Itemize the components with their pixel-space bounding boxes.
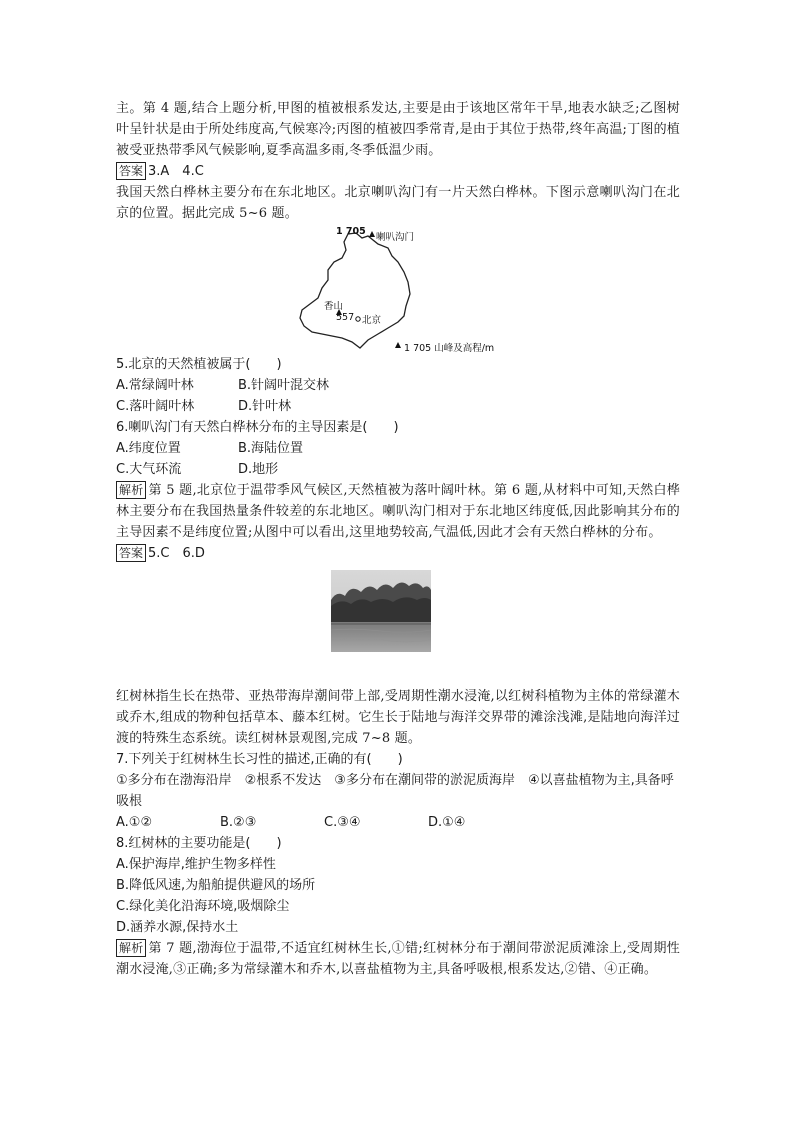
q5-option-b: B.针阔叶混交林 (238, 378, 330, 393)
q8-option-d: D.涵养水源,保持水土 (116, 920, 239, 935)
q6-options-row1 (116, 438, 680, 459)
q6-stem: 6.喇叭沟门有天然白桦林分布的主导因素是( ) (116, 420, 399, 435)
analysis-7-8-text: 第 7 题,渤海位于温带,不适宜红树林生长,①错;红树林分布于潮间带淤泥质滩涂上,受周期性潮水浸淹,③正确;多为常绿灌木和乔木,以喜盐植物为主,具备呼吸根,根系发达,②错、④正确。 (116, 941, 680, 977)
xiangshan-elevation-label: 557 (336, 312, 355, 323)
mangrove-photo-area (116, 570, 680, 682)
q7-option-c: C.③④ (324, 815, 361, 830)
city-marker-icon (356, 317, 360, 321)
q6-option-d: D.地形 (238, 462, 279, 477)
q5-option-d: D.针叶林 (238, 399, 292, 414)
answer-3-4 (116, 161, 680, 182)
analysis-continuation: 主。第 4 题,结合上题分析,甲图的植被根系发达,主要是由于该地区常年干旱,地表水缺乏;乙图树叶呈针状是由于所处纬度高,气候寒冷;丙图的植被四季常青,是由于其位于热带,终年高温;丁图的植被受亚热带季风气候影响,夏季高温多雨,冬季低温少雨。 (116, 101, 680, 158)
analysis-5-6-text: 第 5 题,北京位于温带季风气候区,天然植被为落叶阔叶林。第 6 题,从材料中可知,天然白桦林主要分布在我国热量条件较差的东北地区。喇叭沟门相对于东北地区纬度低,因此影响其分布的主导因素不是纬度位置;从图中可以看出,这里地势较高,气温低,因此才会有天然白桦林的分布。 (116, 483, 680, 540)
document-page (116, 98, 680, 980)
xiangshan-label: 香山 (324, 301, 344, 312)
answer-tag: 答案 (116, 162, 146, 180)
q7-option-b: B.②③ (220, 815, 257, 830)
map-legend-label: 1 705 山峰及高程/m (404, 343, 495, 354)
beijing-map (116, 224, 680, 354)
q6-option-b: B.海陆位置 (238, 441, 304, 456)
q6-option-c: C.大气环流 (116, 462, 182, 477)
q5-option-a: A.常绿阔叶林 (116, 378, 194, 393)
analysis-5-6 (116, 480, 680, 543)
intro-5-6: 我国天然白桦林主要分布在东北地区。北京喇叭沟门有一片天然白桦林。下图示意喇叭沟门在北京的位置。据此完成 5~6 题。 (116, 185, 680, 221)
q7-option-d: D.①④ (428, 815, 466, 830)
beijing-city-label: 北京 (362, 315, 382, 326)
q7-options (116, 812, 680, 833)
q5-options-row2 (116, 396, 680, 417)
legend-peak-icon (395, 342, 401, 348)
q5-stem: 5.北京的天然植被属于( ) (116, 357, 282, 372)
analysis-tag: 解析 (116, 481, 146, 499)
q7-option-a: A.①② (116, 815, 153, 830)
q5-option-c: C.落叶阔叶林 (116, 399, 195, 414)
q8-stem: 8.红树林的主要功能是( ) (116, 836, 282, 851)
peak-marker-icon (369, 231, 375, 237)
q6-options-row2 (116, 459, 680, 480)
q8-option-a: A.保护海岸,维护生物多样性 (116, 857, 276, 872)
q6-option-a: A.纬度位置 (116, 441, 181, 456)
q7-stem: 7.下列关于红树林生长习性的描述,正确的有( ) (116, 752, 403, 767)
intro-7-8: 红树林指生长在热带、亚热带海岸潮间带上部,受周期性潮水浸淹,以红树科植物为主体的常绿灌木或乔木,组成的物种包括草本、藤本红树。它生长于陆地与海洋交界带的滩涂浅滩,是陆地向海洋过渡的特殊生态系统。读红树林景观图,完成 7~8 题。 (116, 689, 680, 746)
analysis-tag: 解析 (116, 939, 146, 957)
answer-text: 3.A 4.C (148, 164, 204, 179)
lababagoumen-label: 喇叭沟门 (376, 232, 415, 243)
answer-5-6 (116, 543, 680, 564)
beijing-outline-map (116, 224, 680, 354)
q8-option-b: B.降低风速,为船舶提供避风的场所 (116, 878, 316, 893)
answer-tag: 答案 (116, 544, 146, 562)
answer-text: 5.C 6.D (148, 546, 205, 561)
q5-options-row1 (116, 375, 680, 396)
beijing-boundary (300, 233, 410, 348)
peak-elevation-label: 1 705 (336, 226, 366, 237)
q7-statements: ①多分布在渤海沿岸 ②根系不发达 ③多分布在潮间带的淤泥质海岸 ④以喜盐植物为主,具备呼吸根 (116, 773, 674, 809)
analysis-7-8 (116, 938, 680, 980)
q8-option-c: C.绿化美化沿海环境,吸烟除尘 (116, 899, 290, 914)
mangrove-landscape-image (331, 570, 431, 652)
